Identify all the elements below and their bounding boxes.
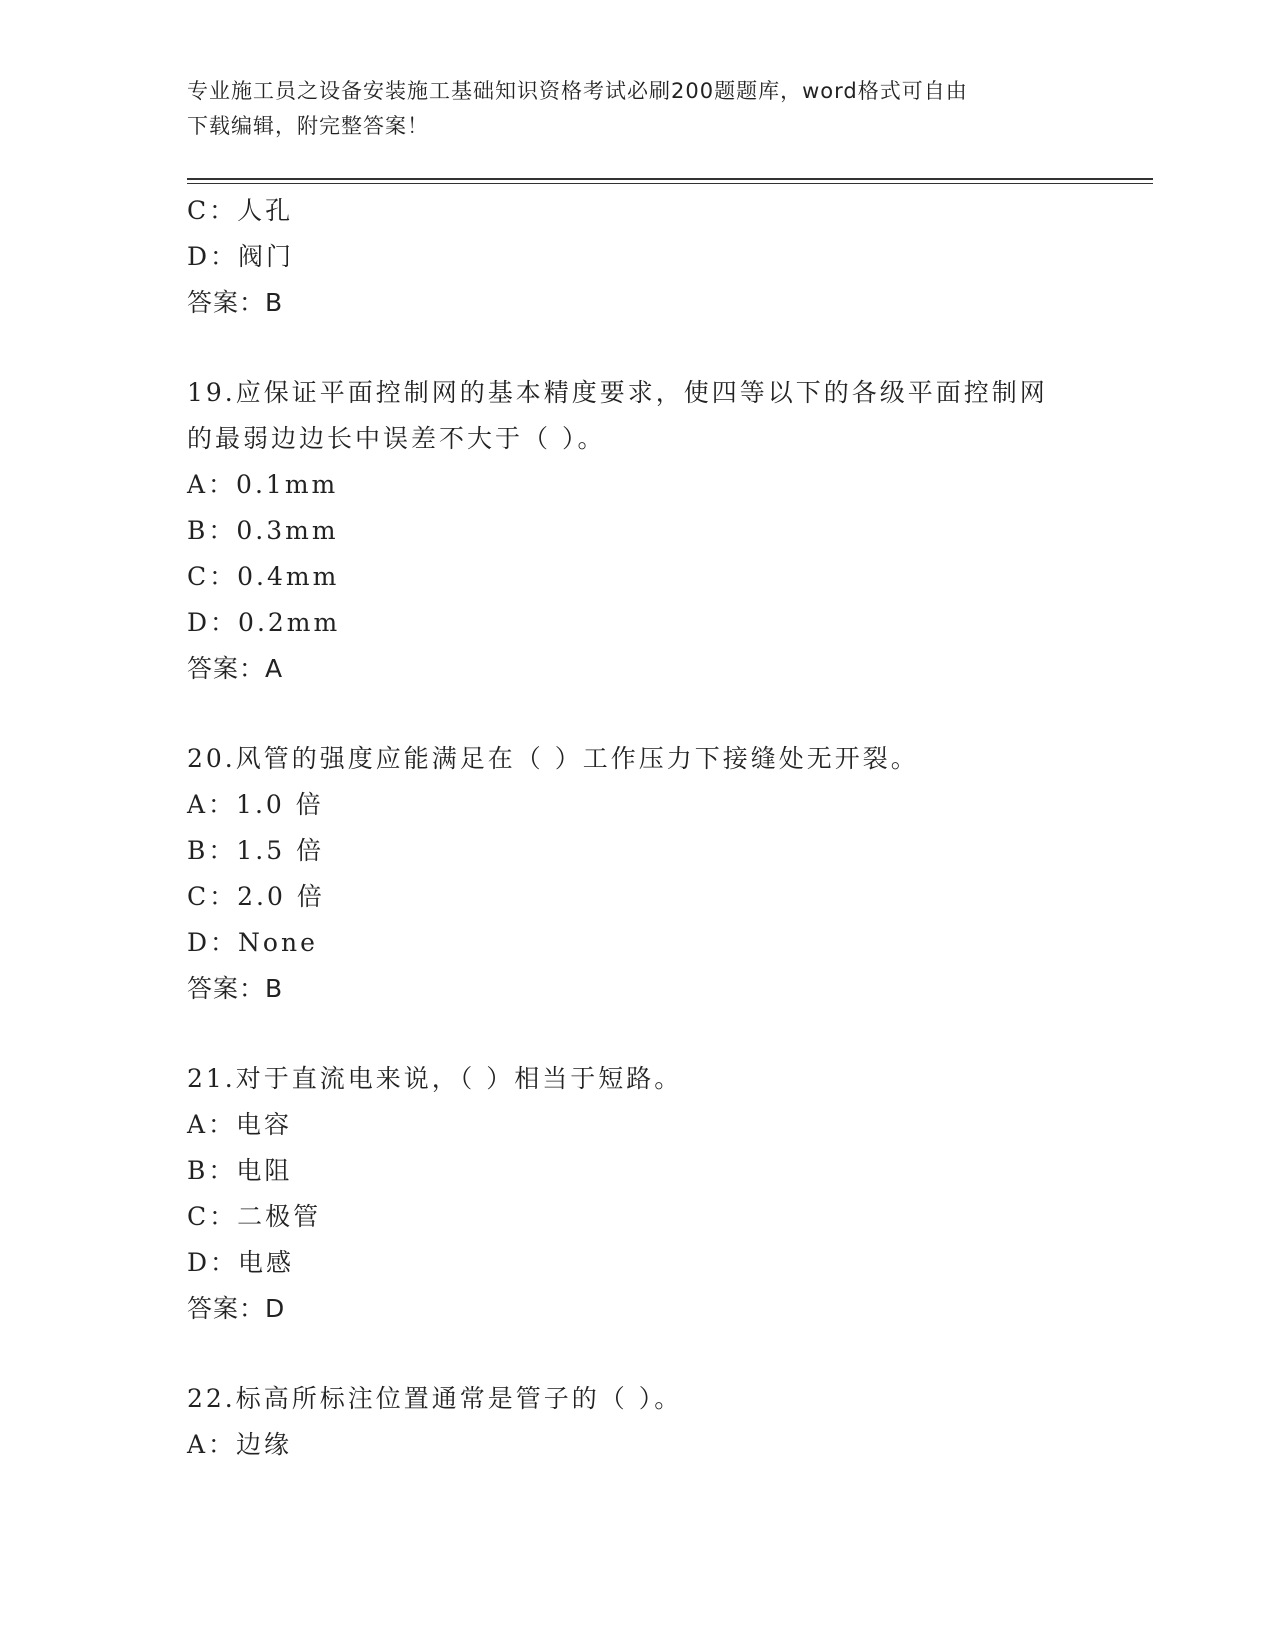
question-19 xyxy=(187,370,1087,692)
header-divider-thin xyxy=(187,183,1153,184)
document-body xyxy=(187,188,1087,1468)
option-c: C：二极管 xyxy=(187,1202,322,1231)
question-20 xyxy=(187,736,1087,1012)
option-b: B：1.5 倍 xyxy=(187,836,325,865)
option-c: C：0.4mm xyxy=(187,562,340,591)
question-21 xyxy=(187,1056,1087,1332)
option-d: D：0.2mm xyxy=(187,608,341,637)
question-18-tail xyxy=(187,188,1087,326)
header-divider-thick xyxy=(187,178,1153,180)
option-a: A：边缘 xyxy=(187,1430,293,1459)
question-text-line-2: 的最弱边边长中误差不大于（ ）。 xyxy=(187,424,606,453)
question-text-line-1: 19.应保证平面控制网的基本精度要求，使四等以下的各级平面控制网 xyxy=(187,378,1048,407)
option-d: D：None xyxy=(187,928,318,957)
option-d: D：电感 xyxy=(187,1248,295,1277)
question-text-line-1: 20.风管的强度应能满足在（ ）工作压力下接缝处无开裂。 xyxy=(187,744,919,773)
option-b: B：0.3mm xyxy=(187,516,339,545)
answer-line: 答案：D xyxy=(187,1294,286,1323)
question-22 xyxy=(187,1376,1087,1468)
document-header xyxy=(187,74,1087,144)
option-c: C：人孔 xyxy=(187,196,294,225)
answer-line: 答案：B xyxy=(187,974,284,1003)
header-line-2: 下载编辑，附完整答案！ xyxy=(187,114,429,138)
answer-line: 答案：A xyxy=(187,654,284,683)
option-a: A：电容 xyxy=(187,1110,293,1139)
option-a: A：0.1mm xyxy=(187,470,339,499)
option-b: B：电阻 xyxy=(187,1156,293,1185)
header-line-1: 专业施工员之设备安装施工基础知识资格考试必刷200题题库，word格式可自由 xyxy=(187,79,968,103)
option-c: C：2.0 倍 xyxy=(187,882,325,911)
question-text-line-1: 22.标高所标注位置通常是管子的（ ）。 xyxy=(187,1384,683,1413)
option-a: A：1.0 倍 xyxy=(187,790,324,819)
option-d: D：阀门 xyxy=(187,242,295,271)
question-text-line-1: 21.对于直流电来说，（ ）相当于短路。 xyxy=(187,1064,683,1093)
answer-line: 答案：B xyxy=(187,288,284,317)
